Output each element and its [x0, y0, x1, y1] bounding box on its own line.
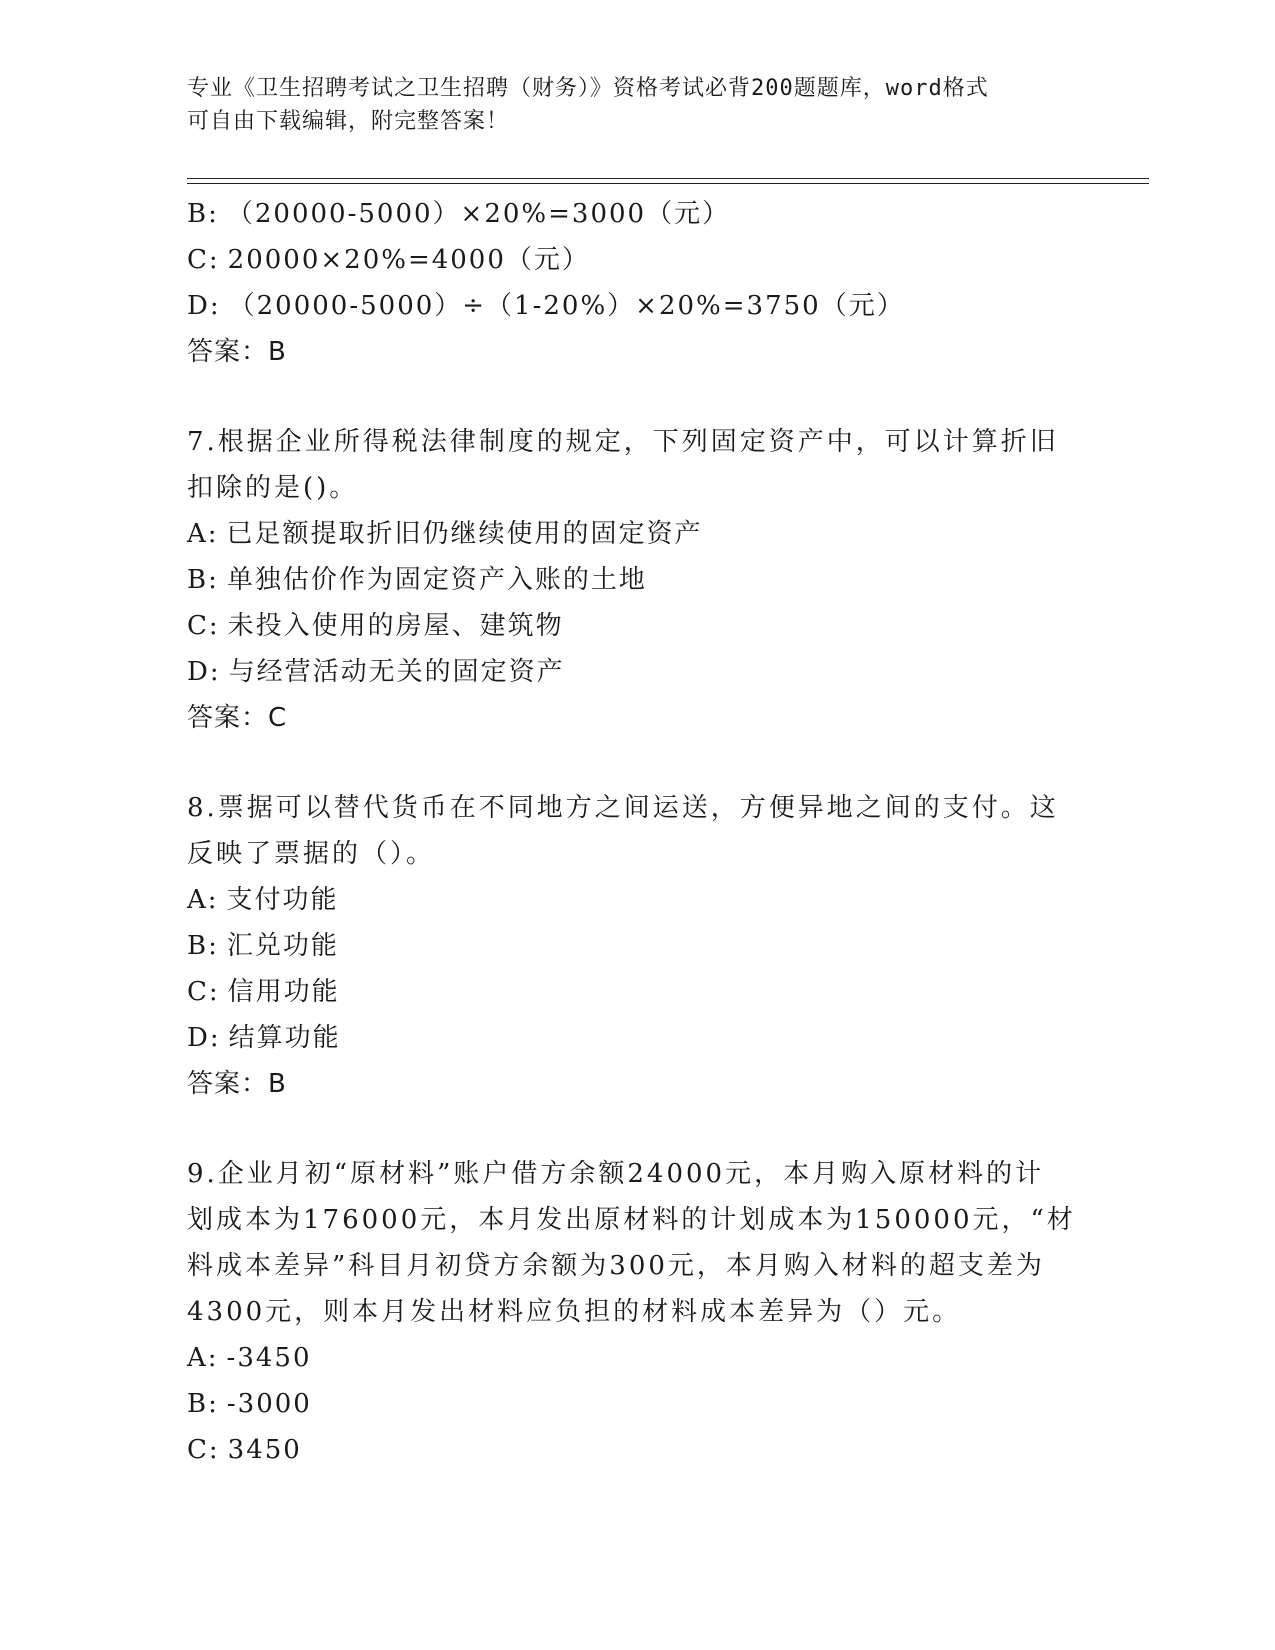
option-text: 信用功能	[227, 977, 340, 1007]
option-text: 汇兑功能	[226, 931, 339, 961]
stem-line: 划成本为176000元，本月发出原材料的计划成本为150000元，“材	[187, 1205, 1076, 1235]
stem-line: 料成本差异”科目月初贷方余额为300元，本月购入材料的超支差为	[187, 1251, 1045, 1281]
question-8	[187, 785, 1087, 1107]
option-label: D:	[187, 657, 221, 687]
header-title-line2: 可自由下载编辑，附完整答案！	[187, 109, 510, 134]
header-divider-bottom	[187, 183, 1149, 184]
option-label: B:	[187, 931, 219, 961]
question-stem	[187, 419, 1087, 511]
stem-line: 7.根据企业所得税法律制度的规定，下列固定资产中，可以计算折旧	[187, 427, 1059, 457]
option-text: 与经营活动无关的固定资产	[228, 657, 565, 687]
option-label: B:	[187, 1389, 219, 1419]
option-b	[187, 191, 1087, 237]
option-text: -3450	[226, 1343, 312, 1373]
option-label: C:	[187, 611, 220, 641]
option-text: （20000-5000）÷（1-20%）×20%=3750（元）	[228, 291, 905, 321]
option-c	[187, 1427, 1087, 1473]
option-text: 已足额提取折旧仍继续使用的固定资产	[226, 519, 703, 549]
option-label: A:	[187, 1343, 219, 1373]
document-header	[187, 72, 1087, 138]
question-stem	[187, 1151, 1087, 1335]
question-6-tail	[187, 191, 1087, 375]
option-b	[187, 557, 1087, 603]
stem-line: 9.企业月初“原材料”账户借方余额24000元，本月购入原材料的计	[187, 1159, 1045, 1189]
option-label: B:	[187, 199, 219, 229]
option-label: D:	[187, 1023, 221, 1053]
option-b	[187, 1381, 1087, 1427]
option-a	[187, 877, 1087, 923]
stem-line: 反映了票据的（）。	[187, 839, 436, 869]
option-label: B:	[187, 565, 219, 595]
option-text: （20000-5000）×20%=3000（元）	[226, 199, 731, 229]
option-label: A:	[187, 519, 219, 549]
option-c	[187, 603, 1087, 649]
option-a	[187, 1335, 1087, 1381]
option-text: 单独估价作为固定资产入账的土地	[226, 565, 647, 595]
option-a	[187, 511, 1087, 557]
stem-line: 扣除的是()。	[187, 473, 359, 503]
option-label: C:	[187, 1435, 220, 1465]
option-c	[187, 237, 1087, 283]
option-label: A:	[187, 885, 219, 915]
option-d	[187, 649, 1087, 695]
question-stem	[187, 785, 1087, 877]
answer-line: 答案：B	[187, 337, 287, 367]
option-b	[187, 923, 1087, 969]
option-d	[187, 1015, 1087, 1061]
option-text: 支付功能	[226, 885, 339, 915]
option-label: D:	[187, 291, 221, 321]
question-9	[187, 1151, 1087, 1473]
answer-line: 答案：B	[187, 1069, 287, 1099]
question-7	[187, 419, 1087, 741]
option-label: C:	[187, 977, 220, 1007]
stem-line: 8.票据可以替代货币在不同地方之间运送，方便异地之间的支付。这	[187, 793, 1059, 823]
header-title-line1: 专业《卫生招聘考试之卫生招聘（财务）》资格考试必背200题题库，word格式	[187, 76, 989, 101]
option-text: 结算功能	[228, 1023, 341, 1053]
option-text: 3450	[227, 1435, 302, 1465]
option-c	[187, 969, 1087, 1015]
option-d	[187, 283, 1087, 329]
answer-line: 答案：C	[187, 703, 288, 733]
question-content	[187, 191, 1087, 1473]
stem-line: 4300元，则本月发出材料应负担的材料成本差异为（）元。	[187, 1297, 962, 1327]
option-text: -3000	[226, 1389, 312, 1419]
option-text: 未投入使用的房屋、建筑物	[227, 611, 564, 641]
header-divider-top	[187, 178, 1149, 179]
option-text: 20000×20%=4000（元）	[227, 245, 590, 275]
option-label: C:	[187, 245, 220, 275]
